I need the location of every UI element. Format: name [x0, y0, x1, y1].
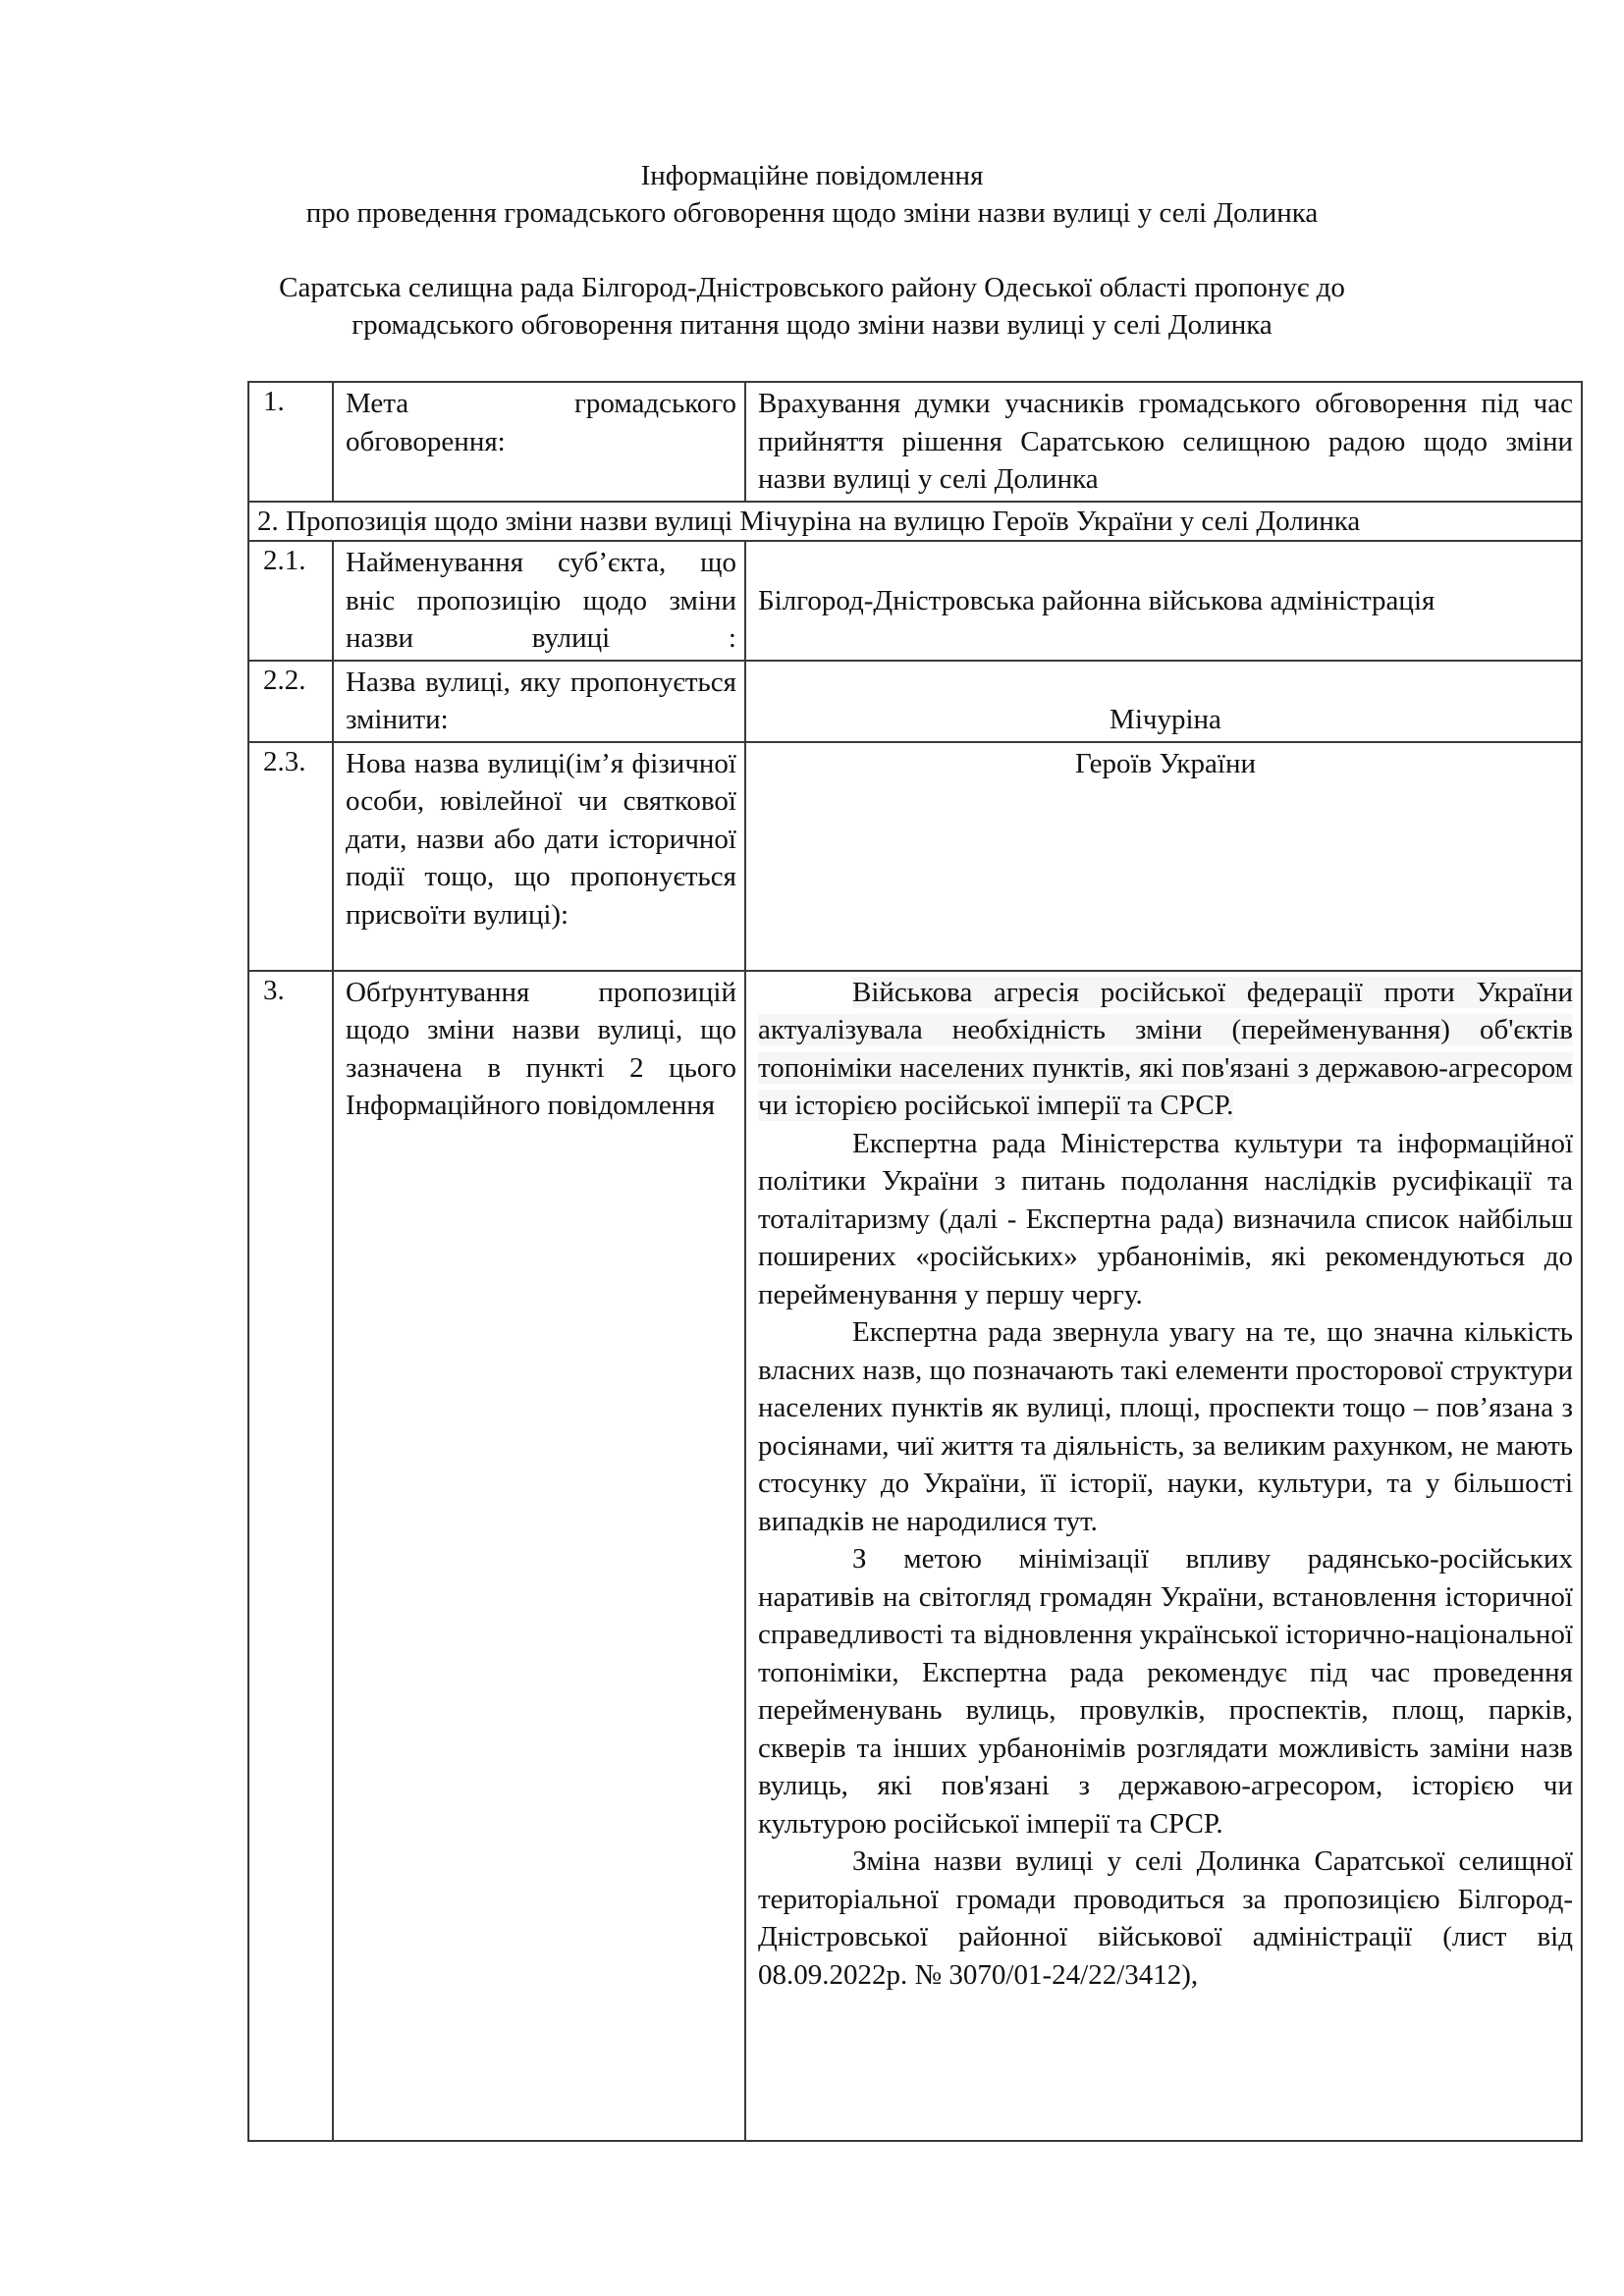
- title-line-2: про проведення громадського обговорення щодо зміни назви вулиці у селі Долинка: [305, 197, 1319, 229]
- paragraph-text: Експертна рада звернула увагу на те, що значна кількість власних назв, що позначають такі елементи просторової структури населених пунктів як вулиці, площі, проспекти тощо – пов’язана з росіянами, чиї життя та діяльність, за великим рахунком, не мають стосунку до України, її історії, науки, культури, та у більшості випадків не народилися тут.: [758, 1316, 1573, 1537]
- row-number: 2.2.: [248, 661, 333, 742]
- intro-line-1: Саратська селищна рада Білгород-Дністровського району Одеської області пропонує до: [279, 272, 1345, 303]
- paragraph: [758, 1313, 1573, 1540]
- paragraph-text: Військова агресія російської федерації проти України актуалізувала необхідність зміни (перейменування) об'єктів топоніміки населених пунктів, які пов'язані з державою-агресором чи історією російської імперії та СРСР.: [758, 976, 1573, 1121]
- paragraph-text: З метою мінімізації впливу радянсько-російських наративів на світогляд громадян України, встановлення історичної справедливості та відновлення української історично-національної топоніміки, Експертна рада рекомендує під час проведення перейменувань вулиць, провулків, проспектів, площ, парків, скверів та інших урбанонімів розглядати можливість заміни назв вулиць, які пов'язані з державою-агресором, історією чи культурою російської імперії та СРСР.: [758, 1543, 1573, 1840]
- row-value: Врахування думки учасників громадського обговорення під час прийняття рішення Саратською селищною радою щодо зміни назви вулиці у селі Долинка: [745, 382, 1582, 502]
- justification-text: [745, 971, 1582, 2141]
- row-value: Мічуріна: [745, 661, 1582, 742]
- intro-line-2: громадського обговорення питання щодо зміни назви вулиці у селі Долинка: [352, 309, 1272, 341]
- table-row-proposal: [248, 502, 1582, 542]
- title-line-1: Інформаційне повідомлення: [640, 160, 984, 191]
- table-row-new-name: [248, 742, 1582, 971]
- paragraph: [758, 1842, 1573, 1994]
- row-number: 1.: [248, 382, 333, 502]
- paragraph-text: Експертна рада Міністерства культури та інформаційної політики України з питань подолання наслідків русифікації та тоталітаризму (далі - Експертна рада) визначила список найбільш поширених «російських» урбанонімів, які рекомендуються до перейменування у першу чергу.: [758, 1127, 1573, 1310]
- row-number: 2.3.: [248, 742, 333, 971]
- row-label: Назва вулиці, яку пропонується змінити:: [333, 661, 745, 742]
- row-label: Обґрунтування пропозицій щодо зміни назви вулиці, що зазначена в пункті 2 цього Інформаційного повідомлення: [333, 971, 745, 2141]
- row-value: Білгород-Дністровська районна військова адміністрація: [745, 541, 1582, 661]
- row-label: Мета громадського обговорення:: [333, 382, 745, 502]
- row-label: Найменування суб’єкта, що вніс пропозицію щодо зміни назви вулиці :: [333, 541, 745, 661]
- notice-intro: [0, 269, 1624, 344]
- table-row-old-name: [248, 661, 1582, 742]
- table-row-purpose: [248, 382, 1582, 502]
- paragraph-text: Зміна назви вулиці у селі Долинка Саратської селищної територіальної громади проводиться за пропозицією Білгород-Дністровської районної військової адміністрації (лист від 08.09.2022р. № 3070/01-24/22/3412),: [758, 1845, 1573, 1991]
- row-number: 3.: [248, 971, 333, 2141]
- paragraph: [758, 1125, 1573, 1314]
- notice-title: [0, 157, 1624, 232]
- proposal-heading: 2. Пропозиція щодо зміни назви вулиці Мічуріна на вулицю Героїв України у селі Долинка: [248, 502, 1582, 542]
- row-value: Героїв України: [745, 742, 1582, 971]
- paragraph: [758, 1540, 1573, 1842]
- table-row-justification: [248, 971, 1582, 2141]
- table-row-proposer: [248, 541, 1582, 661]
- discussion-table: [247, 381, 1583, 2142]
- row-number: 2.1.: [248, 541, 333, 661]
- row-label: Нова назва вулиці(ім’я фізичної особи, ювілейної чи святкової дати, назви або дати історичної події тощо, що пропонується присвоїти вулиці):: [333, 742, 745, 971]
- paragraph: [758, 974, 1573, 1125]
